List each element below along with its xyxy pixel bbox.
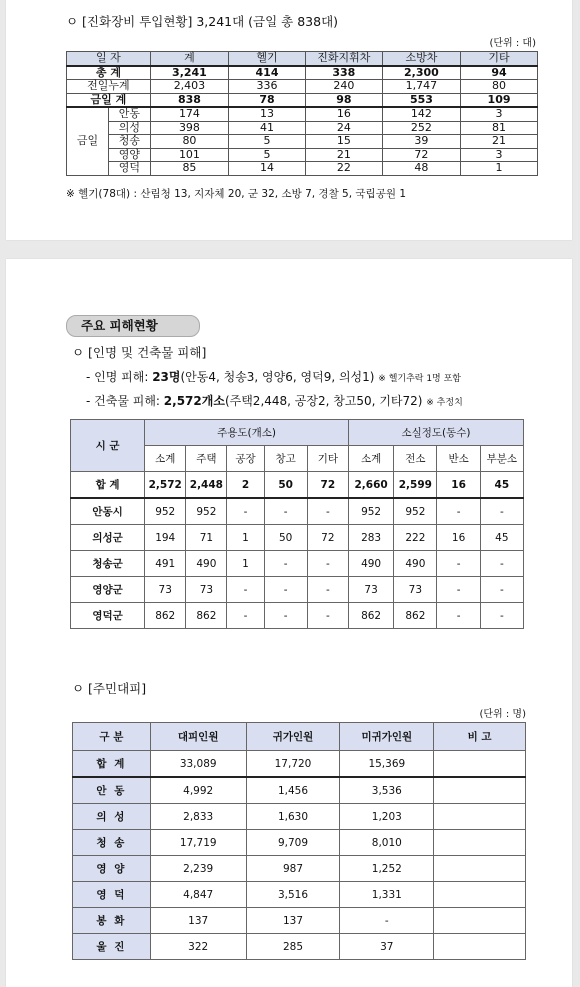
equipment-total-row (67, 66, 538, 80)
table-cell (434, 777, 526, 804)
table-cell: - (264, 551, 307, 577)
table-cell: 1,747 (382, 80, 460, 94)
table-cell: 98 (305, 93, 382, 107)
header-cell: 공장 (227, 446, 264, 472)
damage-sub-heading: ㅇ [인명 및 건축물 피해] (72, 345, 207, 360)
table-cell: 의성 (108, 121, 150, 135)
table-cell: 합 계 (71, 472, 145, 499)
table-cell: 1 (227, 525, 264, 551)
table-cell: 336 (229, 80, 306, 94)
table-cell: 33,089 (150, 751, 246, 778)
evacuation-table (72, 722, 526, 960)
equipment-row (67, 148, 538, 162)
equipment-row (67, 107, 538, 121)
table-cell: 의성군 (71, 525, 145, 551)
building-count: 2,572개소 (163, 394, 225, 408)
equipment-heading: ㅇ [진화장비 투입현황] 3,241대 (금일 총 838대) (66, 14, 339, 29)
table-cell: 490 (348, 551, 393, 577)
table-cell: 봉 화 (73, 908, 151, 934)
table-cell: 3 (461, 148, 538, 162)
table-cell: 5 (229, 148, 306, 162)
table-cell: 22 (305, 162, 382, 176)
table-cell: 952 (145, 498, 186, 525)
table-cell: 9,709 (246, 830, 340, 856)
table-cell: - (264, 498, 307, 525)
table-cell: - (480, 577, 523, 603)
evacuation-row (73, 934, 526, 960)
equipment-row (67, 162, 538, 176)
table-cell: 37 (340, 934, 434, 960)
building-prefix: - 건축물 피해: (86, 394, 164, 408)
table-cell: 8,010 (340, 830, 434, 856)
table-cell: - (264, 577, 307, 603)
table-cell: 222 (394, 525, 437, 551)
equipment-row (67, 135, 538, 149)
evacuation-row (73, 830, 526, 856)
table-cell: 안동시 (71, 498, 145, 525)
casualty-detail: (안동4, 청송3, 영양6, 영덕9, 의성1) (180, 370, 375, 384)
evacuation-unit: (단위 : 명) (479, 709, 526, 720)
header-cell: 부분소 (480, 446, 523, 472)
table-cell: 78 (229, 93, 306, 107)
header-cell: 구 분 (73, 723, 151, 751)
table-cell: 862 (145, 603, 186, 629)
table-cell: 80 (461, 80, 538, 94)
header-cell: 일 자 (67, 52, 151, 66)
table-cell: 41 (229, 121, 306, 135)
equipment-note: ※ 헬기(78대) : 산림청 13, 지자체 20, 군 32, 소방 7, 경찰 5, 국립공원 1 (66, 188, 407, 200)
table-cell: 안동 (108, 107, 150, 121)
table-cell: 의 성 (73, 804, 151, 830)
table-cell: - (227, 603, 264, 629)
table-cell: - (437, 603, 480, 629)
casualty-prefix: - 인명 피해: (86, 370, 153, 384)
casualty-line (86, 368, 461, 385)
header-cell: 반소 (437, 446, 480, 472)
document-page-2 (6, 259, 572, 987)
building-detail: (주택2,448, 공장2, 창고50, 기타72) (224, 394, 423, 408)
table-cell: 15 (305, 135, 382, 149)
table-cell: 16 (437, 525, 480, 551)
table-cell: 50 (264, 472, 307, 499)
building-note: ※ 추정치 (426, 398, 463, 408)
table-cell: 71 (186, 525, 227, 551)
table-cell: 952 (348, 498, 393, 525)
table-cell: 4,847 (150, 882, 246, 908)
table-cell: - (340, 908, 434, 934)
table-cell: 1 (227, 551, 264, 577)
table-cell: 청 송 (73, 830, 151, 856)
table-cell: 338 (305, 66, 382, 80)
document-page-1 (6, 0, 572, 240)
evacuation-sum-row (73, 751, 526, 778)
evacuation-row (73, 804, 526, 830)
table-cell: - (437, 498, 480, 525)
table-cell: 194 (145, 525, 186, 551)
table-cell: 울 진 (73, 934, 151, 960)
table-cell: 414 (229, 66, 306, 80)
table-cell: 987 (246, 856, 340, 882)
table-cell: 16 (305, 107, 382, 121)
table-cell: 73 (348, 577, 393, 603)
table-cell (434, 804, 526, 830)
table-cell: 142 (382, 107, 460, 121)
table-cell: 398 (150, 121, 228, 135)
header-cell: 소계 (348, 446, 393, 472)
damage-row (71, 603, 524, 629)
table-cell: 1,630 (246, 804, 340, 830)
table-cell: 80 (150, 135, 228, 149)
table-cell: 490 (394, 551, 437, 577)
table-cell: - (307, 603, 348, 629)
table-cell: 1,331 (340, 882, 434, 908)
table-cell: 137 (150, 908, 246, 934)
table-cell: - (480, 498, 523, 525)
table-cell: 총 계 (67, 66, 151, 80)
header-cell: 진화지휘차 (305, 52, 382, 66)
table-cell: 3,516 (246, 882, 340, 908)
equipment-prev-row (67, 80, 538, 94)
header-cell: 주택 (186, 446, 227, 472)
table-cell: 490 (186, 551, 227, 577)
table-cell: 109 (461, 93, 538, 107)
table-cell: - (437, 577, 480, 603)
table-cell: 72 (307, 525, 348, 551)
damage-row (71, 525, 524, 551)
table-cell: 283 (348, 525, 393, 551)
table-cell: 2,660 (348, 472, 393, 499)
table-cell: 영양군 (71, 577, 145, 603)
damage-group-header-row (71, 420, 524, 446)
equipment-table (66, 51, 538, 176)
table-cell: 137 (246, 908, 340, 934)
equipment-unit: (단위 : 대) (489, 38, 536, 49)
table-cell (434, 830, 526, 856)
equipment-row (67, 121, 538, 135)
evacuation-row (73, 856, 526, 882)
evacuation-row (73, 908, 526, 934)
table-cell (434, 751, 526, 778)
header-cell: 소계 (145, 446, 186, 472)
header-cell: 비 고 (434, 723, 526, 751)
table-cell: 72 (382, 148, 460, 162)
casualty-count: 23명 (152, 370, 181, 384)
table-cell: - (480, 551, 523, 577)
header-cell: 창고 (264, 446, 307, 472)
table-cell: 1,456 (246, 777, 340, 804)
group-header: 소실정도(동수) (348, 420, 523, 446)
damage-row (71, 577, 524, 603)
table-cell: 48 (382, 162, 460, 176)
table-cell: 73 (186, 577, 227, 603)
table-cell: 838 (150, 93, 228, 107)
table-cell: 952 (186, 498, 227, 525)
equipment-header-row (67, 52, 538, 66)
table-cell: 2,599 (394, 472, 437, 499)
table-cell: 전일누계 (67, 80, 151, 94)
table-cell: - (227, 498, 264, 525)
table-cell: 합 계 (73, 751, 151, 778)
table-cell: 1 (461, 162, 538, 176)
table-cell: 17,720 (246, 751, 340, 778)
header-cell: 소방차 (382, 52, 460, 66)
table-cell: 45 (480, 525, 523, 551)
evacuation-heading: ㅇ [주민대피] (72, 681, 147, 696)
damage-section-pill: 주요 피해현황 (66, 315, 200, 337)
table-cell: 2,448 (186, 472, 227, 499)
table-cell: 3,241 (150, 66, 228, 80)
table-cell: 85 (150, 162, 228, 176)
table-cell: 73 (145, 577, 186, 603)
table-cell: 252 (382, 121, 460, 135)
evacuation-row (73, 777, 526, 804)
table-cell: 21 (461, 135, 538, 149)
header-cell: 기타 (307, 446, 348, 472)
header-cell: 헬기 (229, 52, 306, 66)
table-cell: 3 (461, 107, 538, 121)
table-cell: 94 (461, 66, 538, 80)
table-cell: 4,992 (150, 777, 246, 804)
table-cell: - (227, 577, 264, 603)
damage-sum-row (71, 472, 524, 499)
table-cell: 50 (264, 525, 307, 551)
table-cell: 72 (307, 472, 348, 499)
casualty-note: ※ 헬기추락 1명 포함 (378, 374, 462, 384)
table-cell: 3,536 (340, 777, 434, 804)
header-cell: 대피인원 (150, 723, 246, 751)
table-cell: 영 덕 (73, 882, 151, 908)
table-cell: 영덕군 (71, 603, 145, 629)
table-cell: 13 (229, 107, 306, 121)
table-cell: 2,833 (150, 804, 246, 830)
table-cell: 491 (145, 551, 186, 577)
table-cell: - (264, 603, 307, 629)
table-cell: 2 (227, 472, 264, 499)
table-cell: 1,252 (340, 856, 434, 882)
table-cell: 영 양 (73, 856, 151, 882)
table-cell: 청송군 (71, 551, 145, 577)
table-cell: - (437, 551, 480, 577)
table-cell: 174 (150, 107, 228, 121)
header-cell: 귀가인원 (246, 723, 340, 751)
table-cell: 21 (305, 148, 382, 162)
header-cell: 기타 (461, 52, 538, 66)
table-cell: 553 (382, 93, 460, 107)
table-cell: 952 (394, 498, 437, 525)
equipment-today-row (67, 93, 538, 107)
damage-row (71, 551, 524, 577)
header-cell: 계 (150, 52, 228, 66)
table-cell: 2,239 (150, 856, 246, 882)
evacuation-row (73, 882, 526, 908)
table-cell: 862 (394, 603, 437, 629)
table-cell: 45 (480, 472, 523, 499)
table-cell: 16 (437, 472, 480, 499)
table-cell: 101 (150, 148, 228, 162)
table-cell: 영덕 (108, 162, 150, 176)
damage-row (71, 498, 524, 525)
building-line (86, 392, 463, 409)
table-cell: - (307, 551, 348, 577)
header-cell: 전소 (394, 446, 437, 472)
table-cell: 73 (394, 577, 437, 603)
table-cell: 240 (305, 80, 382, 94)
table-cell (434, 856, 526, 882)
table-cell (434, 882, 526, 908)
table-cell: 2,403 (150, 80, 228, 94)
table-cell: 2,572 (145, 472, 186, 499)
evacuation-header-row (73, 723, 526, 751)
table-cell (434, 908, 526, 934)
table-cell: 81 (461, 121, 538, 135)
group-header: 주용도(개소) (145, 420, 349, 446)
table-cell: - (307, 498, 348, 525)
table-cell: 285 (246, 934, 340, 960)
header-cell: 미귀가인원 (340, 723, 434, 751)
table-cell: - (480, 603, 523, 629)
table-cell: 청송 (108, 135, 150, 149)
table-cell: 5 (229, 135, 306, 149)
table-cell: 14 (229, 162, 306, 176)
table-cell: 322 (150, 934, 246, 960)
table-cell: 862 (186, 603, 227, 629)
table-cell: 영양 (108, 148, 150, 162)
table-cell: 금일 계 (67, 93, 151, 107)
table-cell: 39 (382, 135, 460, 149)
table-cell: 17,719 (150, 830, 246, 856)
region-header: 시 군 (71, 420, 145, 472)
table-cell (434, 934, 526, 960)
group-label: 금일 (67, 107, 109, 175)
damage-table (70, 419, 524, 629)
table-cell: 안 동 (73, 777, 151, 804)
table-cell: 2,300 (382, 66, 460, 80)
table-cell: 1,203 (340, 804, 434, 830)
table-cell: - (307, 577, 348, 603)
table-cell: 862 (348, 603, 393, 629)
table-cell: 24 (305, 121, 382, 135)
table-cell: 15,369 (340, 751, 434, 778)
